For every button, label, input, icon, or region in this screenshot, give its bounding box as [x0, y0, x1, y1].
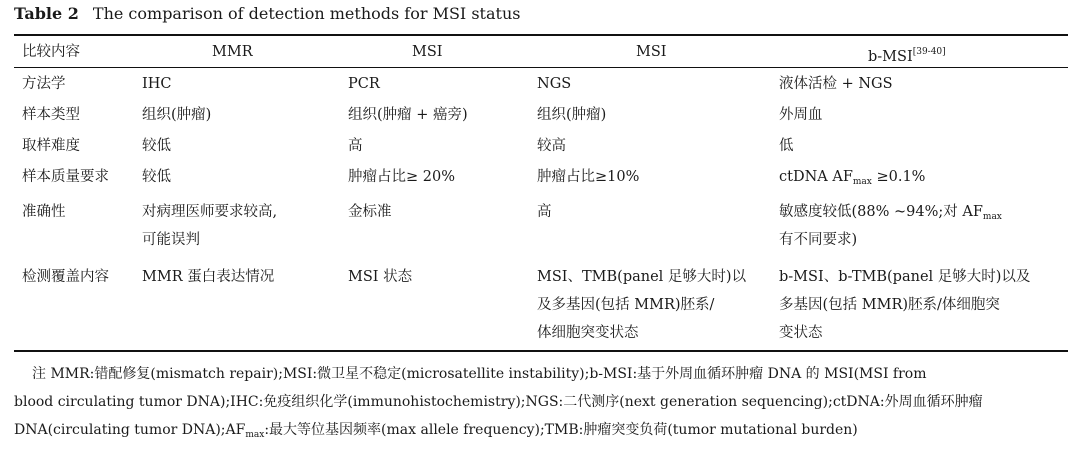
- subscript: max: [852, 177, 872, 187]
- table-note-line: 注 MMR:错配修复(mismatch repair);MSI:微卫星不稳定(microsatellite instability);b-MSI:基于外周血循环肿瘤 DNA 的 MSI(MSI from: [32, 366, 927, 382]
- header-msi-pcr: MSI: [412, 44, 443, 60]
- subscript: max: [245, 430, 265, 440]
- table-note-line: blood circulating tumor DNA);IHC:免疫组织化学(immunohistochemistry);NGS:二代测序(next generation sequencing);ctDNA:外周血循环肿瘤: [14, 394, 983, 410]
- header-mmr: MMR: [212, 44, 253, 60]
- table-cell-line: MSI、TMB(panel 足够大时)以: [537, 269, 747, 285]
- row-label: 检测覆盖内容: [22, 269, 109, 285]
- table-cell: 组织(肿瘤 + 癌旁): [348, 107, 468, 123]
- note-text: :最大等位基因频率(max allele frequency);TMB:肿瘤突变负荷(tumor mutational burden): [264, 422, 858, 438]
- table-cell: NGS: [537, 76, 572, 92]
- subscript: max: [982, 212, 1002, 222]
- table-cell: 金标准: [348, 204, 392, 220]
- table-cell: 肿瘤占比≥ 20%: [348, 169, 455, 185]
- table-note-line: [14, 417, 1068, 448]
- table-cell-line: 对病理医师要求较高,: [142, 204, 278, 220]
- table-cell: 组织(肿瘤): [537, 107, 607, 123]
- header-bmsi-ref: [39-40]: [912, 47, 946, 57]
- table-cell-line: b-MSI、b-TMB(panel 足够大时)以及: [779, 269, 1031, 285]
- table-cell: 组织(肿瘤): [142, 107, 212, 123]
- header-bmsi-label: b-MSI: [868, 49, 913, 65]
- table-cell: 较低: [142, 138, 171, 154]
- table-cell: 高: [537, 204, 552, 220]
- table-caption: [14, 4, 520, 23]
- table-cell: 高: [348, 138, 363, 154]
- table-cell: MSI 状态: [348, 269, 413, 285]
- table-cell: 低: [779, 138, 794, 154]
- header-msi-ngs: MSI: [636, 44, 667, 60]
- table-cell: MMR 蛋白表达情况: [142, 269, 275, 285]
- table-cell: 较低: [142, 169, 171, 185]
- cell-text: 敏感度较低(88% ~94%;对 AF: [779, 204, 983, 220]
- table-cell-line: 有不同要求): [779, 232, 858, 248]
- table-cell-line: 体细胞突变状态: [537, 325, 639, 341]
- top-rule: [14, 34, 1068, 36]
- bottom-rule: [14, 350, 1068, 352]
- cell-text: ctDNA AF: [779, 169, 853, 185]
- table-cell: IHC: [142, 76, 172, 92]
- table-title: The comparison of detection methods for MSI status: [92, 4, 521, 23]
- header-rule: [14, 67, 1068, 68]
- table-cell: 肿瘤占比≥10%: [537, 169, 640, 185]
- table-cell-line: 变状态: [779, 325, 823, 341]
- table-cell: 外周血: [779, 107, 823, 123]
- row-label: 取样难度: [22, 138, 80, 154]
- table-cell: PCR: [348, 76, 380, 92]
- row-label: 准确性: [22, 204, 66, 220]
- table-cell: 较高: [537, 138, 566, 154]
- table-cell-line: 多基因(包括 MMR)胚系/体细胞突: [779, 297, 1000, 313]
- table-cell: [779, 163, 925, 196]
- row-label: 样本质量要求: [22, 169, 109, 185]
- header-compare: 比较内容: [22, 44, 80, 60]
- table-cell: 液体活检 + NGS: [779, 76, 893, 92]
- table-cell-line: 及多基因(包括 MMR)胚系/: [537, 297, 715, 313]
- row-label: 方法学: [22, 76, 66, 92]
- cell-text: ≥0.1%: [876, 169, 926, 185]
- note-text: DNA(circulating tumor DNA);AF: [14, 422, 246, 438]
- table-cell-line: 可能误判: [142, 232, 200, 248]
- table-number: Table 2: [14, 4, 79, 23]
- row-label: 样本类型: [22, 107, 80, 123]
